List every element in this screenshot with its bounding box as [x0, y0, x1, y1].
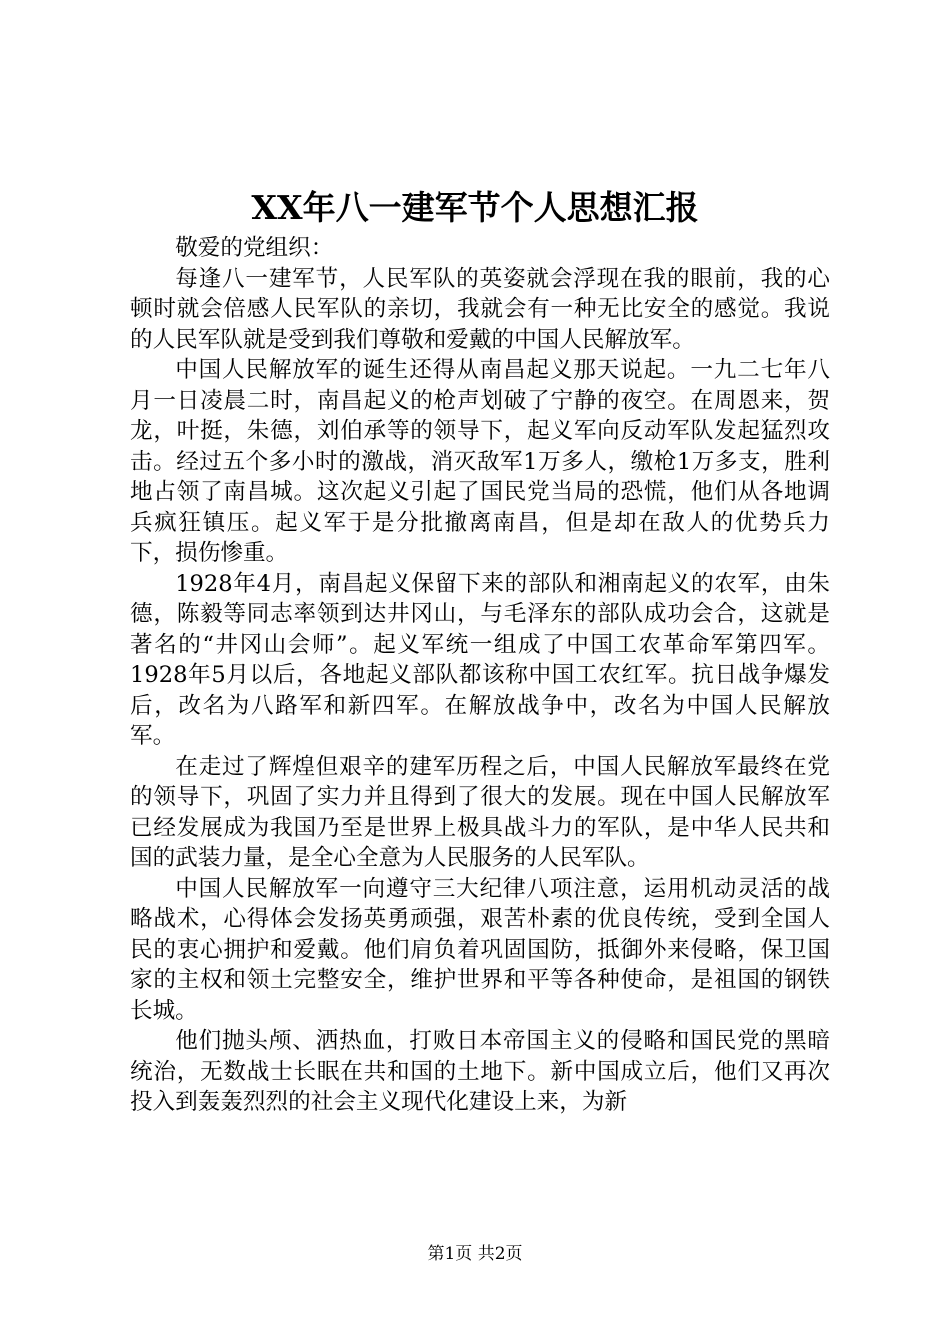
document-body [130, 233, 830, 1118]
page-footer: 第1页 共2页 [427, 1244, 523, 1264]
paragraph-2: 中国人民解放军的诞生还得从南昌起义那天说起。一九二七年八月一日凌晨二时，南昌起义的枪声划破了宁静的夜空。在周恩来，贺龙，叶挺，朱德，刘伯承等的领导下，起义军向反动军队发起猛烈攻击。经过五个多小时的激战，消灭敌军1万多人，缴枪1万多支，胜利地占领了南昌城。这次起义引起了国民党当局的恐慌，他们从各地调兵疯狂镇压。起义军于是分批撤离南昌，但是却在敌人的优势兵力下，损伤惨重。 [130, 357, 830, 566]
document-title: XX年八一建军节个人思想汇报 [251, 188, 699, 227]
paragraph-3: 1928年4月，南昌起义保留下来的部队和湘南起义的农军，由朱德，陈毅等同志率领到达井冈山，与毛泽东的部队成功会合，这就是著名的“井冈山会师”。起义军统一组成了中国工农革命军第四军。1928年5月以后，各地起义部队都该称中国工农红军。抗日战争爆发后，改名为八路军和新四军。在解放战争中，改名为中国人民解放军。 [130, 570, 830, 749]
paragraph-4: 在走过了辉煌但艰辛的建军历程之后，中国人民解放军最终在党的领导下，巩固了实力并且得到了很大的发展。现在中国人民解放军已经发展成为我国乃至是世界上极具战斗力的军队，是中华人民共和国的武装力量，是全心全意为人民服务的人民军队。 [130, 753, 830, 871]
paragraph-1: 每逢八一建军节，人民军队的英姿就会浮现在我的眼前，我的心顿时就会倍感人民军队的亲切，我就会有一种无比安全的感觉。我说的人民军队就是受到我们尊敬和爱戴的中国人民解放军。 [130, 265, 830, 353]
salutation: 敬爱的党组织： [175, 235, 334, 261]
paragraph-5: 中国人民解放军一向遵守三大纪律八项注意，运用机动灵活的战略战术，心得体会发扬英勇顽强，艰苦朴素的优良传统，受到全国人民的衷心拥护和爱戴。他们肩负着巩固国防，抵御外来侵略，保卫国家的主权和领土完整安全，维护世界和平等各种使命，是祖国的钢铁长城。 [130, 875, 830, 1024]
paragraph-6: 他们抛头颅、洒热血，打败日本帝国主义的侵略和国民党的黑暗统治，无数战士长眠在共和国的土地下。新中国成立后，他们又再次投入到轰轰烈烈的社会主义现代化建设上来，为新 [130, 1028, 830, 1115]
